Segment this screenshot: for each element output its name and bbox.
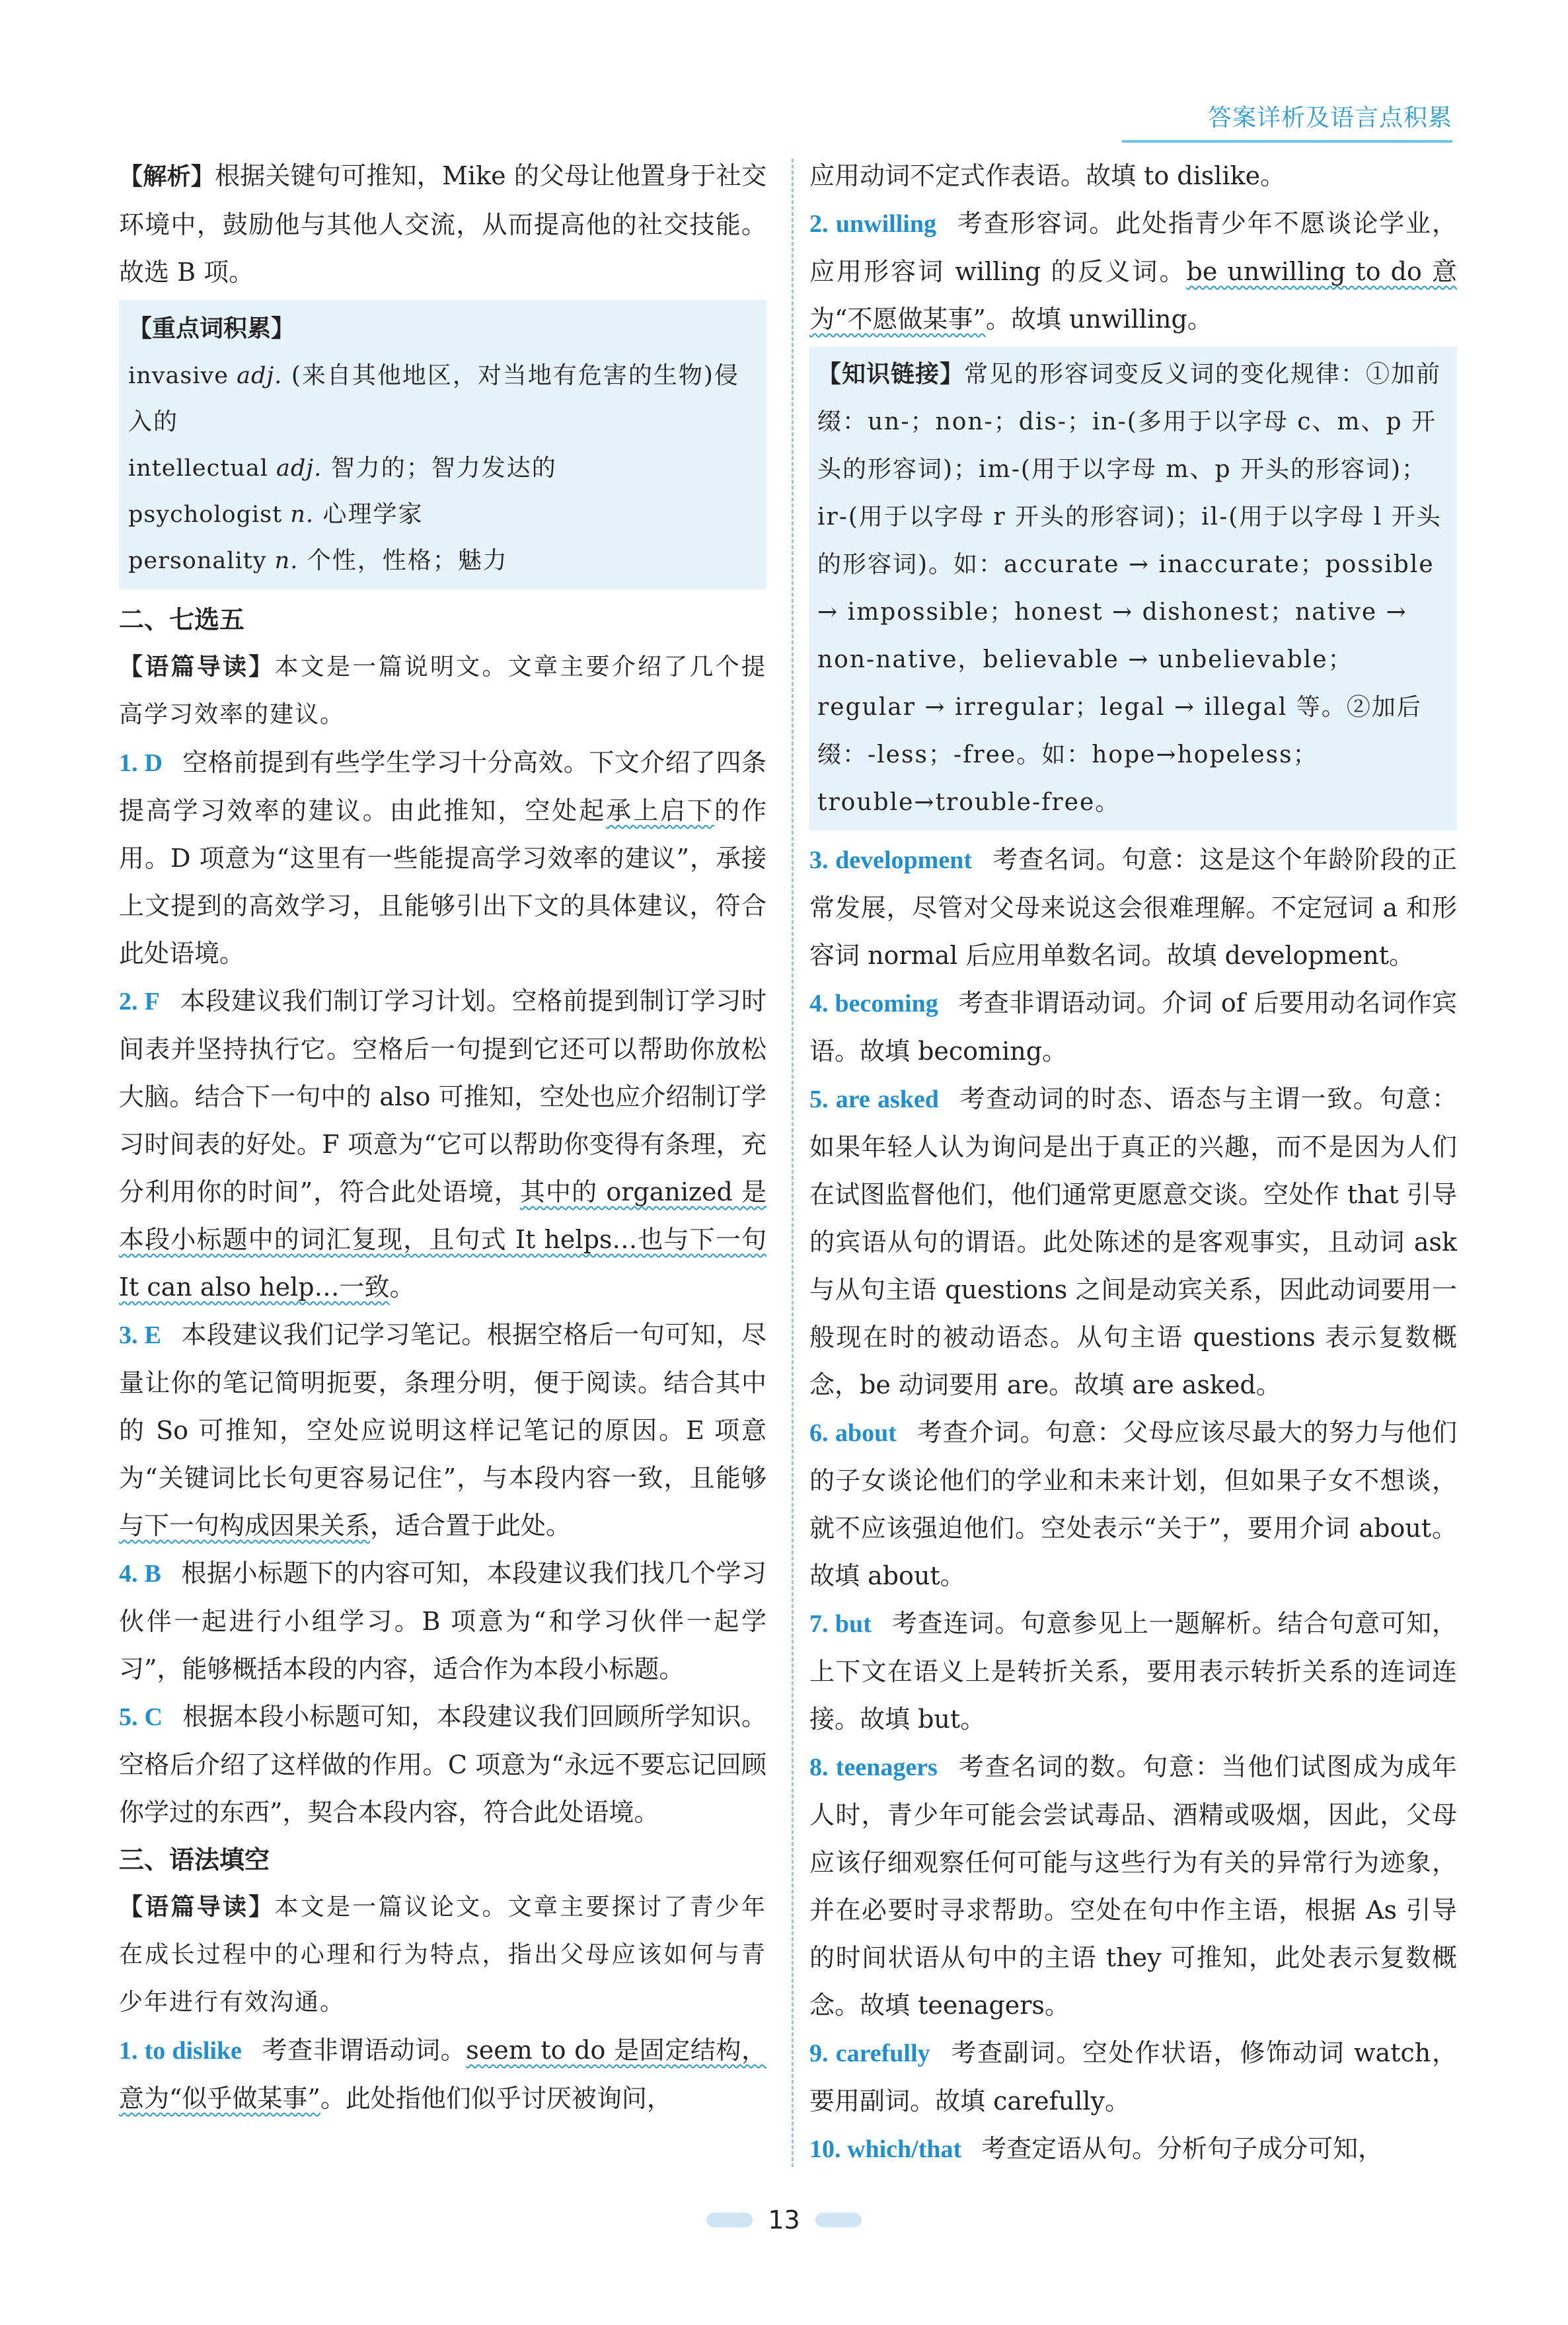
knowledge-link-text: 常见的形容词变反义词的变化规律：①加前缀：un-；non-；dis-；in-(多用于以字母 c、m、p 开头的形容词)；im-(用于以字母 m、p 开头的形容词)；ir-(用于以字母 r 开头的形容词)；il-(用于以字母 l 开头的形容词)。如：accurate → inaccurate；possible → impossible；honest → dishonest；native → non-native，believable → unbelievable；regular → irregular；legal → illegal 等。②加后缀：-less；-free。如：hope→hopeless；trouble→trouble-free。 [817,361,1442,816]
vocab-entry [128,492,757,538]
answer-item [119,977,766,1311]
item-text: ，适合置于此处。 [370,1511,572,1540]
item-number: 8. [809,1753,836,1781]
item-answer: development [835,846,972,874]
vocab-entry [128,353,757,445]
answer-item [119,1693,766,1836]
vocab-meaning: 心理学家 [314,501,424,528]
answer-item [809,1409,1457,1600]
item-answer: are asked [835,1086,939,1113]
intro-tag: 【语篇导读】 [119,653,275,681]
vocab-box [119,300,766,589]
knowledge-link-box [809,347,1457,830]
section-heading-3: 三、语法填空 [119,1845,270,1874]
item-text: 考查非谓语动词。介词 of 后要用动名词作宾语。故填 becoming。 [809,988,1458,1066]
item-answer: D [144,749,163,777]
column-divider [792,159,794,2167]
item-answer: E [144,1321,161,1349]
item-text: 考查非谓语动词。 [261,2036,467,2065]
item-number: 3. [119,1321,145,1349]
item-answer: teenagers [835,1753,938,1781]
vocab-meaning: 个性，性格；魅力 [298,547,508,574]
wavy-underline: 承上启下 [606,796,715,825]
item-number: 4. [119,1560,145,1588]
item-number: 10. [809,2135,847,2163]
item-answer: B [144,1560,161,1588]
item-number: 2. [119,988,145,1015]
intro-text: 本文是一篇说明文。文章主要介绍了几个提高学习效率的建议。 [119,653,766,728]
intro-text: 本文是一篇议论文。文章主要探讨了青少年在成长过程中的心理和行为特点，指出父母应该如何与青少年进行有效沟通。 [119,1894,766,2016]
intro-para [119,644,766,739]
vocab-word: intellectual [128,455,277,482]
wavy-underline: 与下一句构成因果关系 [119,1511,371,1540]
wavy-underline: seem to do 是固定结构，意为“似乎做某事” [119,2036,767,2113]
item-text: 的作用。D 项意为“这里有一些能提高学习效率的建议”，承接上文提到的高效学习，且能够引出下文的具体建议，符合此处语境。 [119,796,766,968]
vocab-title: 【重点词积累】 [128,315,295,342]
continued-text: 应用动词不定式作表语。故填 to dislike。 [809,161,1286,190]
page-footer [0,2205,1568,2234]
item-number: 7. [809,1610,835,1638]
item-text: 根据本段小标题可知，本段建议我们回顾所学知识。空格后介绍了这样做的作用。C 项意为“永远不要忘记回顾你学过的东西”，契合本段内容，符合此处语境。 [119,1702,767,1827]
item-number: 9. [809,2040,836,2067]
vocab-pos: n. [290,501,315,528]
item-text: 。此处指他们似乎讨厌被询问， [320,2084,672,2113]
item-answer: to dislike [144,2037,242,2065]
item-text: 考查名词。句意：这是这个年龄阶段的正常发展，尽管对父母来说这会很难理解。不定冠词 a 和形容词 normal 后应用单数名词。故填 development。 [809,845,1458,970]
answer-item [809,979,1457,1075]
vocab-word: personality [128,548,275,574]
section-heading-2: 二、七选五 [119,605,245,634]
vocab-word: psychologist [128,501,291,528]
item-number: 1. [119,2037,145,2065]
header-rule [1122,140,1452,143]
vocab-pos: adj. [237,363,283,389]
wavy-underline: 其中的 organized 是本段小标题中的词汇复现，且句式 It helps…也与下一句 It can also help…一致 [119,1177,766,1302]
item-answer: becoming [835,990,938,1017]
right-column [809,152,1457,2173]
item-number: 6. [809,1419,835,1447]
item-text: 空格前提到有些学生学习十分高效。下文介绍了四条提高学习效率的建议。由此推知，空处起 [119,748,767,825]
answer-item [119,1549,766,1693]
left-column [119,152,766,2122]
wavy-underline: be unwilling to do 意为“不愿做某事” [809,257,1457,334]
item-answer: which/that [847,2135,962,2163]
answer-item [119,2026,766,2122]
item-text: 根据小标题下的内容可知，本段建议我们找几个学习伙伴一起进行小组学习。B 项意为“和学习伙伴一起学习”，能够概括本段的内容，适合作为本段小标题。 [119,1559,766,1683]
item-number: 1. [119,749,145,777]
item-text: 考查副词。空处作状语，修饰动词 watch，要用副词。故填 carefully。 [809,2038,1457,2116]
vocab-pos: adj. [276,455,322,482]
header-title: 答案详析及语言点积累 [1207,104,1452,131]
item-text: 考查形容词。此处指青少年不愿谈论学业，应用形容词 willing 的反义词。 [809,209,1457,286]
item-number: 5. [119,1703,145,1731]
item-answer: C [144,1703,163,1731]
item-number: 2. [809,210,836,238]
vocab-meaning: (来自其他地区，对当地有危害的生物)侵入的 [128,362,739,435]
item-text: 。 [389,1273,415,1302]
answer-item [809,2029,1457,2125]
item-text: 本段建议我们记学习笔记。根据空格后一句可知，尽量让你的笔记简明扼要，条理分明，便于阅读。结合其中的 So 可推知，空处应说明这样记笔记的原因。E 项意为“关键词比长句更容易记住”，与本段内容一致，且能够 [119,1320,766,1493]
item-text: 考查动词的时态、语态与主谓一致。句意：如果年轻人认为询问是出于真正的兴趣，而不是因为人们在试图监督他们，他们通常更愿意交谈。空处作 that 引导的宾语从句的谓语。此处陈述的是客观事实，且动词 ask 与从句主语 questions 之间是动宾关系，因此动词要用一般现在时的被动语态。从句主语 questions 表示复数概念，be 动词要用 are。故填 are asked。 [809,1084,1458,1399]
answer-item [809,836,1457,979]
item-text: 考查定语从句。分析句子成分可知， [981,2134,1384,2163]
jiexi-para [119,152,766,296]
item-text: 考查介词。句意：父母应该尽最大的努力与他们的子女谈论他们的学业和未来计划，但如果子女不想谈，就不应该强迫他们。空处表示“关于”，要用介词 about。故填 about。 [809,1418,1457,1590]
vocab-entry [128,538,757,584]
item-answer: but [835,1610,872,1638]
answer-item [119,1311,766,1549]
vocab-entry [128,445,757,492]
answer-item [809,2125,1457,2173]
vocab-pos: n. [274,548,299,574]
answer-item [809,1075,1457,1409]
item-answer: carefully [835,2040,930,2067]
page-number: 13 [768,2205,800,2234]
item-number: 4. [809,990,835,1017]
answer-item [119,739,766,977]
item-text: 考查连词。句意参见上一题解析。结合句意可知，上下文在语义上是转折关系，要用表示转折关系的连词连接。故填 but。 [809,1609,1457,1734]
vocab-meaning: 智力的；智力发达的 [322,455,557,482]
answer-item [809,1600,1457,1743]
item-answer: unwilling [835,210,936,238]
item-text: 考查名词的数。句意：当他们试图成为成年人时，青少年可能会尝试毒品、酒精或吸烟，因此，父母应该仔细观察任何可能与这些行为有关的异常行为迹象，并在必要时寻求帮助。空处在句中作主语，根据 As 引导的时间状语从句中的主语 they 可推知，此处表示复数概念。故填 teenagers。 [809,1752,1457,2020]
running-header [1122,99,1452,133]
jiexi-text: 根据关键句可推知，Mike 的父母让他置身于社交环境中，鼓励他与其他人交流，从而提高他的社交技能。故选 B 项。 [119,161,766,287]
vocab-word: invasive [128,363,237,389]
knowledge-link-tag: 【知识链接】 [817,361,965,388]
item-number: 3. [809,846,836,874]
item-answer: about [835,1419,897,1447]
item-number: 5. [809,1086,836,1113]
jiexi-tag: 【解析】 [119,163,215,190]
intro-para [119,1884,766,2026]
page-number-bar-right [815,2213,862,2227]
item-text: 本段建议我们制订学习计划。空格前提到制订学习时间表并坚持执行它。空格后一句提到它还可以帮助你放松大脑。结合下一句中的 also 可推知，空处也应介绍制订学习时间表的好处。F 项意为“它可以帮助你变得有条理，充分利用你的时间”，符合此处语境， [119,986,766,1206]
intro-tag: 【语篇导读】 [119,1894,275,1921]
item-text: 。故填 unwilling。 [985,305,1213,334]
answer-item [809,1743,1457,2029]
item-answer: F [144,988,160,1015]
answer-item [809,200,1457,343]
page-number-bar-left [706,2213,753,2227]
